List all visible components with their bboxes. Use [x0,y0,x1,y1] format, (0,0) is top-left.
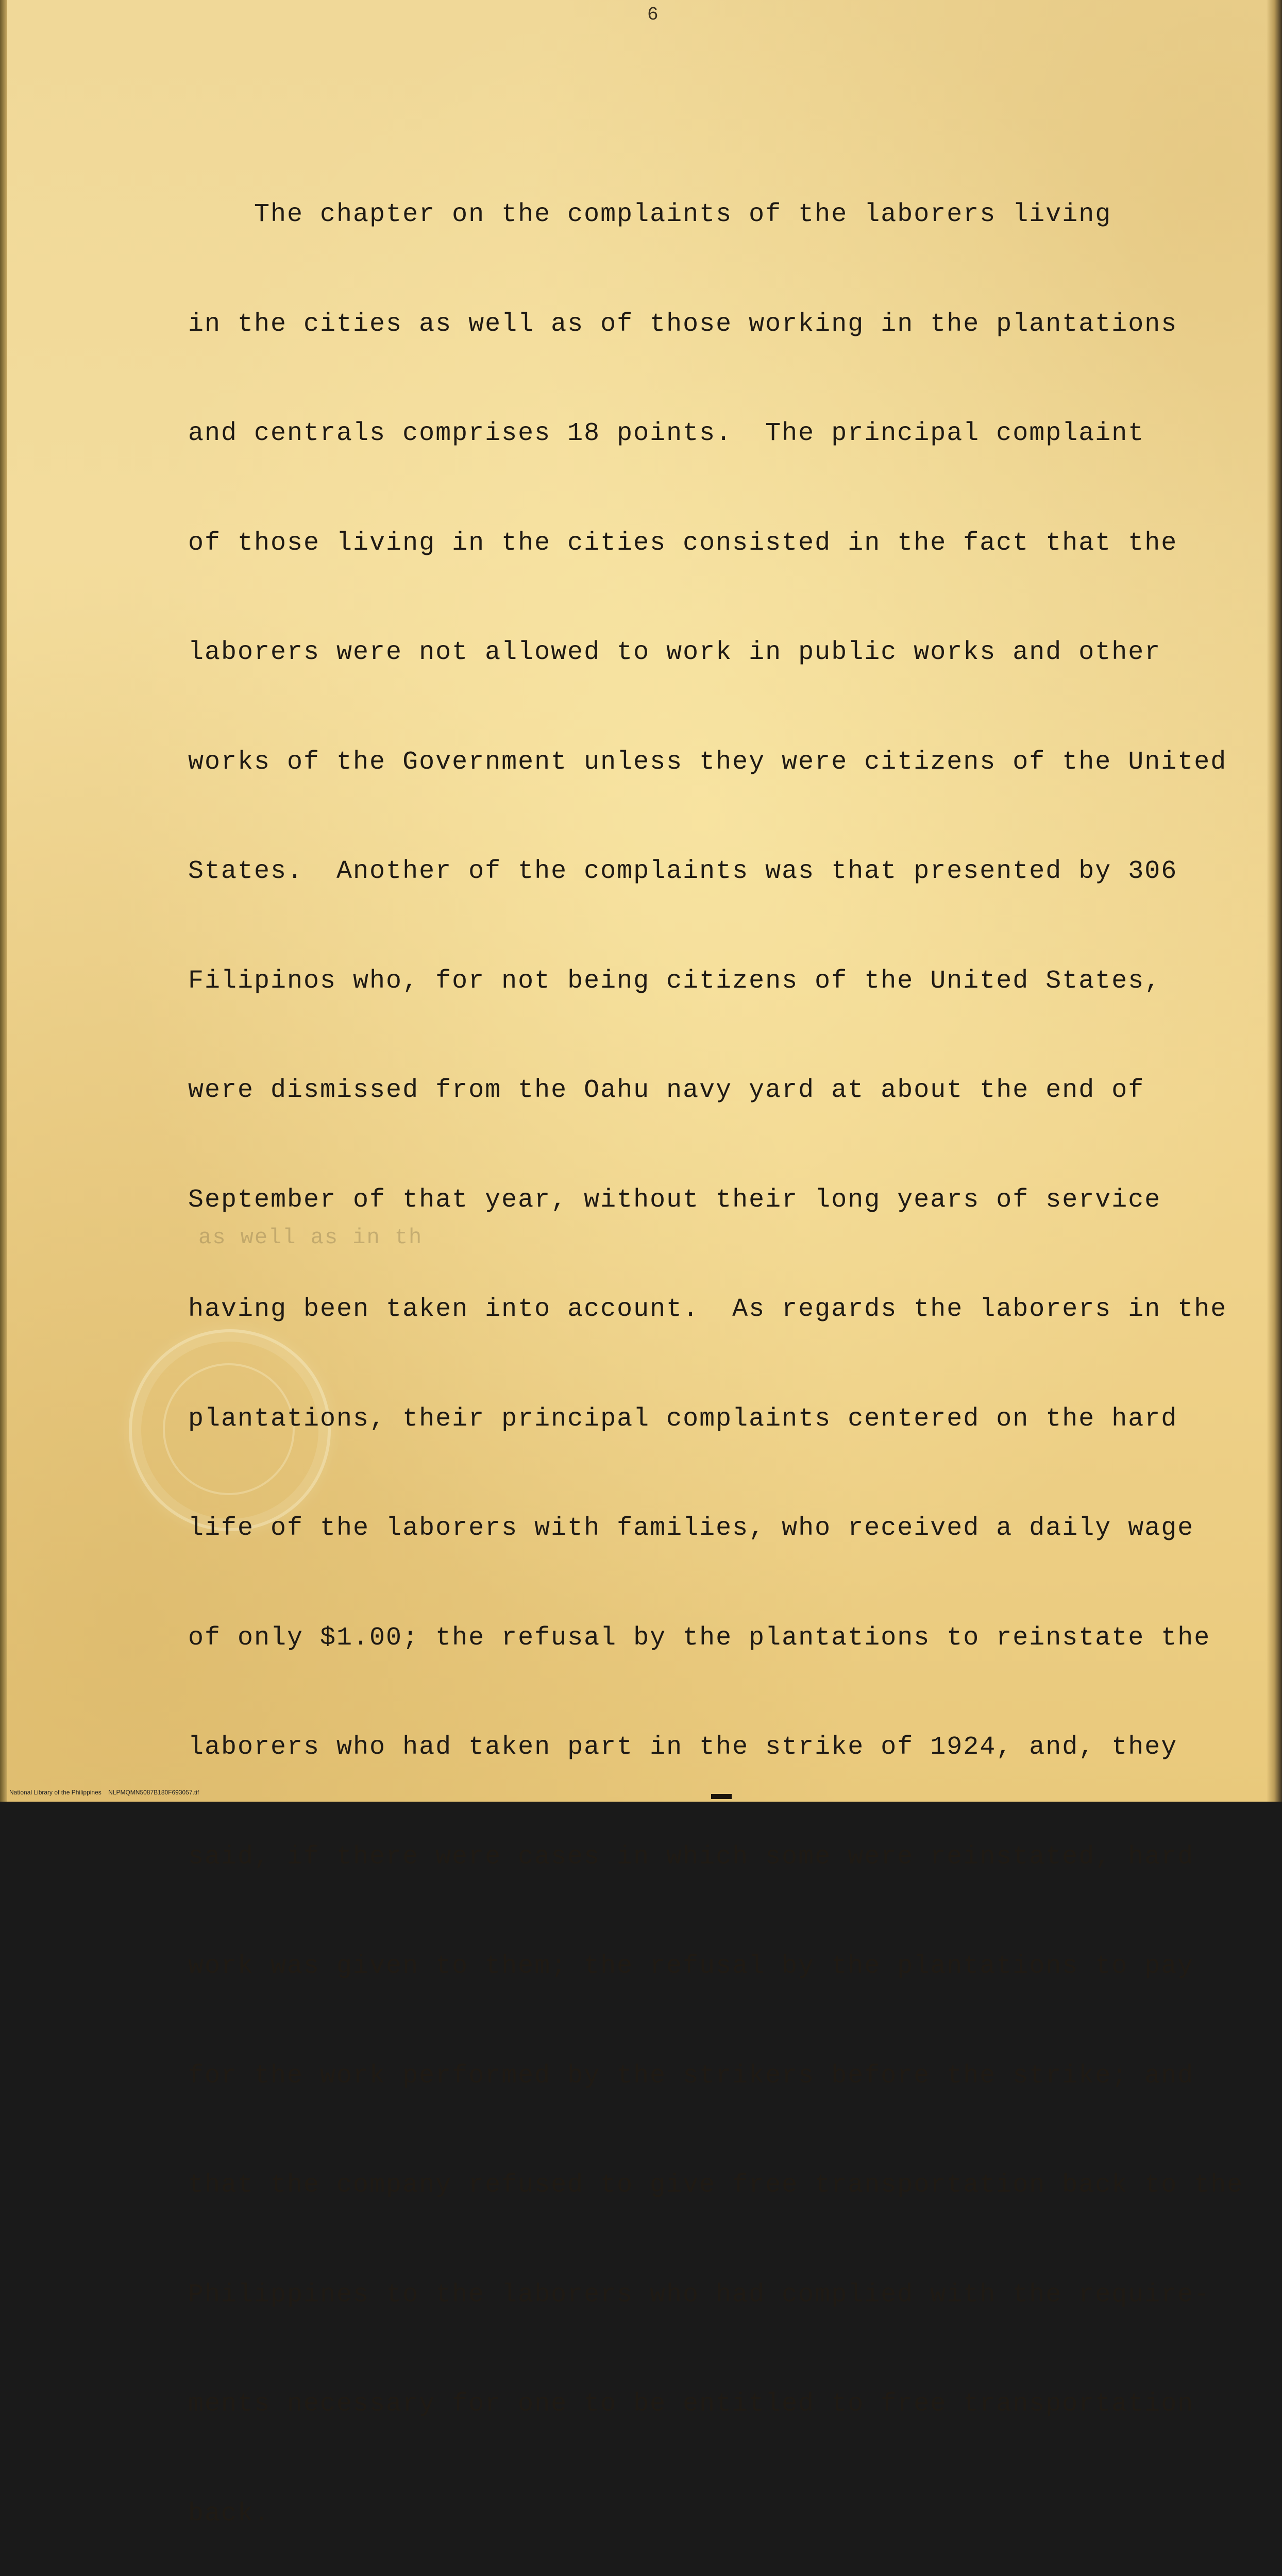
text-line: were dismissed from the Oahu navy yard at about the end of [188,1076,1145,1105]
text-line: for the work performed by the strikers before the strike; and [188,2061,1194,2091]
text-line: laborers who had taken part in the strike of 1924, and, they [188,1733,1178,1762]
text-line: in the cities as well as of those working in the plantations [188,309,1178,339]
text-line: back. [188,2499,271,2529]
text-line: Filipinos who, for not being citizens of the United States, [188,966,1161,996]
text-line: ments necessary for one to be entitled to free transportation [188,2389,1194,2419]
page-right-edge [1267,0,1282,1802]
archive-footer-label: National Library of the Philippines NLPMQMN5087B180F693057.tif [9,1789,199,1796]
page-number-mark: 6 [647,4,659,25]
text-line: laborers were not allowed to work in public works and other [188,638,1161,667]
text-line: September of that year, without their long years of service [188,1185,1161,1215]
page-left-edge [0,0,7,1802]
text-line: works of the Government unless they were citizens of the United [188,747,1227,777]
text-line: having been taken into account. As regards the laborers in the [188,1295,1227,1324]
text-line: that the company refused to give free transportation back to the [188,2171,1244,2200]
bottom-edge-mark [711,1794,732,1799]
text-line: Philippines to the laborers who had complied with the require- [188,2280,1211,2310]
paragraph-1 [188,131,1244,2576]
text-line: plantations, their principal complaints centered on the hard [188,1404,1178,1434]
text-line: work was given to them; the refusal by the plantations to pay [188,1952,1194,1981]
text-line: States. Another of the complaints was that presented by 306 [188,857,1178,886]
struck-typed-line: as well as in th [198,1225,423,1250]
typed-text-body [188,72,1244,2576]
text-line: and centrals comprises 18 points. The principal complaint [188,419,1145,448]
text-line: of those living in the cities consisted in the fact that the [188,528,1178,558]
text-line: said, if there were cases in which some were reinstated, hard [188,1842,1194,1872]
text-line: of only $1.00; the refusal by the plantations to reinstate the [188,1623,1211,1653]
text-line: life of the laborers with families, who received a daily wage [188,1514,1194,1543]
text-line: The chapter on the complaints of the laborers living [188,200,1112,229]
